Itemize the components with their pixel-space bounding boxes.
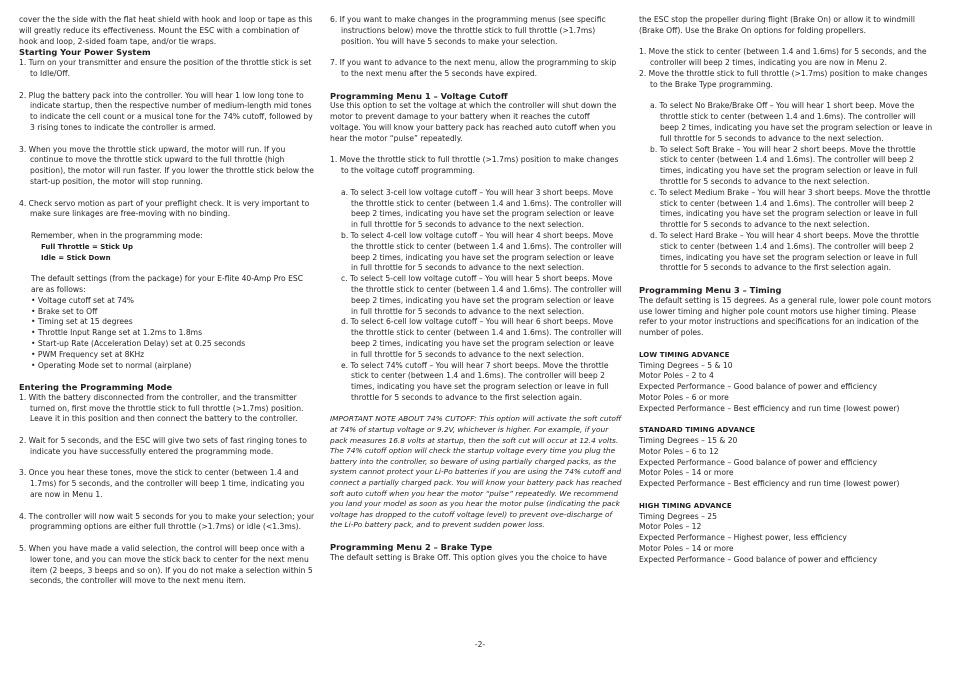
cutoff-note: IMPORTANT NOTE ABOUT 74% CUTOFF: This option will activate the soft cutoff at 74% of startup voltage or 9.2V, whichever is higher. For example, if your pack measures 16.8 volts at startup, then the soft cut will occur at 12.4 volts. The 74% cutoff option will check the startup voltage every time you plug the battery into the controller, so beware of using partially charged packs, as the system cannot protect your Li-Po batteries if you are using the 74% cutoff and connect a partially charged pack. You will know your battery pack has reached soft auto cutoff when you hear the motor “pulse” repeatedly. We recommend you land your model as soon as you hear the motor pulse (indicating the pack voltage has dropped to the cutoff voltage level) to prevent ove-discharge of the Li-Po battery pack, and to prevent sudden power loss. (330, 414, 622, 530)
menu1-option-d: d. To select 6-cell low voltage cutoff – You will hear 6 short beeps. Move the throttle stick to center (between 1.4 and 1.6ms). The controller will beep 2 times, indicating you have set the program selection or leave in full throttle for 5 seconds to advance to the next selection. (341, 317, 622, 359)
timing-line: Motor Poles – 14 or more (639, 468, 734, 478)
timing-line: Expected Performance – Good balance of power and efficiency (639, 382, 878, 392)
intro-paragraph: cover the the side with the flat heat shield with hook and loop or tape as this will greatly reduce its effectiveness. Mount the ESC with a combination of hook and loop, 2-sided foam tape, and/or tie wraps. (19, 15, 313, 46)
remember-text: Remember, when in the programming mode: (31, 230, 203, 240)
timing-line: Motor Poles – 6 or more (639, 392, 729, 402)
defaults-intro: The default settings (from the package) for your E-flite 40-Amp Pro ESC are as follows: (31, 274, 304, 294)
timing-line: Timing Degrees – 5 & 10 (639, 360, 733, 370)
timing-line: Motor Poles – 14 or more (639, 544, 734, 554)
default-item: • Start-up Rate (Acceleration Delay) set at 0.25 seconds (31, 338, 246, 348)
timing-line: Motor Poles – 12 (639, 522, 702, 532)
menu1-option-b: b. To select 4-cell low voltage cutoff – You will hear 4 short beeps. Move the throttle stick to center (between 1.4 and 1.6ms). The controller will beep 2 times, indicating you have set the program selection or leave in full throttle for 5 seconds to advance to the next selection. (341, 230, 622, 273)
start-step-1: 1. Turn on your transmitter and ensure the position of the throttle stick is set to Idle/Off. (19, 58, 312, 78)
menu1-heading: Programming Menu 1 – Voltage Cutoff (330, 90, 508, 101)
menu2-continued: the ESC stop the propeller during flight (Brake On) or allow it to windmill (Brake Off). Use the Brake On options for folding propellers. (639, 15, 915, 35)
timing-line: Expected Performance – Highest power, less efficiency (639, 533, 847, 543)
timing-line: Expected Performance – Best efficiency and run time (lowest power) (639, 403, 900, 413)
default-item: • Brake set to Off (31, 306, 98, 316)
standard-timing-heading: STANDARD TIMING ADVANCE (639, 426, 756, 435)
menu3-heading: Programming Menu 3 – Timing (639, 284, 782, 295)
timing-line: Expected Performance – Good balance of power and efficiency (639, 457, 878, 467)
menu1-option-a: a. To select 3-cell low voltage cutoff – You will hear 3 short beeps. Move the throttle stick to center (between 1.4 and 1.6ms). The controller will beep 2 times, indicating you have set the program selection or leave in full throttle for 5 seconds to advance to the next selection. (341, 187, 622, 230)
default-item: • PWM Frequency set at 8KHz (31, 349, 145, 359)
starting-power-heading: Starting Your Power System (19, 47, 151, 58)
timing-line: Expected Performance – Best efficiency and run time (lowest power) (639, 479, 900, 489)
timing-line: Motor Poles – 6 to 12 (639, 446, 719, 456)
menu2-option-d: d. To select Hard Brake – You will hear 4 short beeps. Move the throttle stick to center (between 1.4 and 1.6ms). The controller will beep 2 times, indicating you have set the program selection or leave in full throttle for 5 seconds to advance to the first selection again. (650, 230, 919, 273)
timing-line: Timing Degrees – 15 & 20 (639, 436, 738, 446)
idle-text: Idle = Stick Down (41, 253, 111, 262)
start-step-4: 4. Check servo motion as part of your preflight check. It is very important to make sure linkages are free-moving with no binding. (19, 198, 310, 219)
prog-step-3: 3. Once you hear these tones, move the stick to center (between 1.4 and 1.7ms) for 5 seconds, and the controller will beep 1 time, indicating you are now in Menu 1. (19, 468, 305, 500)
full-throttle-text: Full Throttle = Stick Up (41, 242, 133, 251)
low-timing-heading: LOW TIMING ADVANCE (639, 350, 730, 359)
prog-step-7: 7. If you want to advance to the next menu, allow the programming to skip to the next menu after the 5 seconds have expired. (330, 58, 617, 78)
prog-step-1: 1. With the battery disconnected from the controller, and the transmitter turned on, first move the throttle stick to full throttle (>1.7ms) position. Leave it in this position and then connect the battery to the controller. (19, 392, 304, 424)
menu1-intro: Use this option to set the voltage at which the controller will shut down the motor to prevent damage to your battery when it reaches the cutoff voltage. You will know your battery pack has reached auto cutoff when you hear the motor “pulse” repeatedly. (330, 101, 617, 143)
menu2-option-a: a. To select No Brake/Brake Off – You will hear 1 short beep. Move the throttle stick to center (between 1.4 and 1.6ms). The controller will beep 2 times, indicating you have set the program selection or leave in full throttle for 5 seconds to advance to the next selection. (650, 101, 933, 143)
menu3-intro: The default setting is 15 degrees. As a general rule, lower pole count motors use lower timing and higher pole count motors use higher timing. Please refer to your motor instructions and specifications for an indication of the number of poles. (639, 295, 932, 338)
column-right (639, 15, 935, 566)
page-number: -2- (474, 640, 486, 649)
menu2-option-b: b. To select Soft Brake – You will hear 2 short beeps. Move the throttle stick to center (between 1.4 and 1.6ms). The controller will beep 2 times, indicating you have set the program selection or leave in full throttle for 5 seconds to advance to the next selection. (650, 144, 918, 186)
menu2-step-1: 1. Move the stick to center (between 1.4 and 1.6ms) for 5 seconds, and the controller will beep 2 times, indicating you are now in Menu 2. (639, 47, 927, 68)
timing-line: Motor Poles – 2 to 4 (639, 371, 714, 381)
column-middle (330, 15, 622, 563)
high-timing-heading: HIGH TIMING ADVANCE (639, 501, 732, 510)
menu1-option-e: e. To select 74% cutoff – You will hear 7 short beeps. Move the throttle stick to center (between 1.4 and 1.6ms). The controller will beep 2 times, indicating you have set the program selection or leave in full throttle for 5 seconds to advance to the first selection again. (341, 360, 609, 402)
start-step-3: 3. When you move the throttle stick upward, the motor will run. If you continue to move the throttle stick upward to the full throttle (high position), the motor will run faster. If you lower the throttle stick below the start-up position, the motor will stop running. (19, 144, 314, 186)
menu2-heading: Programming Menu 2 – Brake Type (330, 541, 493, 552)
prog-step-6: 6. If you want to make changes in the programming menus (see specific instructions below) move the throttle stick to full throttle (>1.7ms) position. You will have 5 seconds to make your selection. (330, 15, 606, 46)
menu2-option-c: c. To select Medium Brake – You will hear 3 short beeps. Move the throttle stick to center (between 1.4 and 1.6ms). The controller will beep 2 times, indicating you have set the program selection or leave in full throttle for 5 seconds to advance to the next selection. (650, 187, 931, 230)
default-item: • Timing set at 15 degrees (31, 317, 133, 327)
default-item: • Throttle Input Range set at 1.2ms to 1.8ms (31, 328, 203, 338)
prog-step-5: 5. When you have made a valid selection, the control will beep once with a lower tone, and you can move the stick back to center for the next menu item (2 beeps, 3 beeps and so on). If you do not make a selection within 5 seconds, the controller will move to the next menu item. (19, 544, 313, 586)
timing-line: Expected Performance – Good balance of power and efficiency (639, 554, 878, 564)
prog-step-2: 2. Wait for 5 seconds, and the ESC will give two sets of fast ringing tones to indicate you have successfully entered the programming mode. (19, 436, 307, 456)
timing-line: Timing Degrees – 25 (639, 511, 717, 521)
menu2-step-2: 2. Move the throttle stick to full throttle (>1.7ms) position to make changes to the Brake Type programming. (639, 68, 928, 89)
prog-step-4: 4. The controller will now wait 5 seconds for you to make your selection; your programming options are either full throttle (>1.7ms) or idle (<1.3ms). (19, 511, 315, 532)
default-item: • Voltage cutoff set at 74% (31, 295, 134, 305)
programming-mode-heading: Entering the Programming Mode (19, 382, 173, 393)
column-left (19, 15, 315, 587)
menu1-step-1: 1. Move the throttle stick to full throttle (>1.7ms) position to make changes to the voltage cutoff programming. (330, 155, 619, 176)
menu2-intro: The default setting is Brake Off. This option gives you the choice to have (330, 552, 607, 562)
default-item: • Operating Mode set to normal (airplane) (31, 360, 192, 370)
menu1-option-c: c. To select 5-cell low voltage cutoff – You will hear 5 short beeps. Move the throttle stick to center (between 1.4 and 1.6ms). The controller will beep 2 times, indicating you have set the program selection or leave in full throttle for 5 seconds to advance to the next selection. (341, 274, 622, 316)
start-step-2: 2. Plug the battery pack into the controller. You will hear 1 low long tone to indicate startup, then the respective number of medium-length mid tones to indicate the cell count or a musical tone for the 74% cutoff, followed by 3 rising tones to indicate the controller is armed. (19, 90, 313, 132)
